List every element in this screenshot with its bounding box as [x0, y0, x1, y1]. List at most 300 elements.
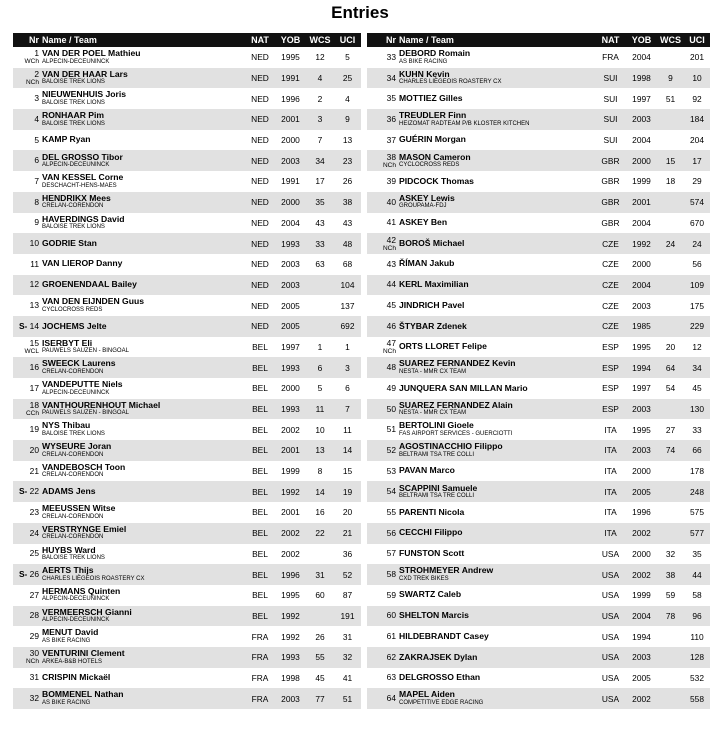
entry-nr-cell	[367, 378, 399, 399]
table-row	[367, 130, 710, 151]
nat-cell: BEL	[252, 507, 268, 518]
entry-nr-cell	[367, 150, 399, 171]
team-name: PAUWELS SAUZEN - BINGOAL	[42, 410, 129, 417]
rider-name: DEL GROSSO Tibor	[42, 151, 123, 162]
team-name: BELTRAMI TSA TRE COLLI	[399, 451, 475, 458]
entry-nr-cell	[13, 357, 42, 378]
entry-nr	[367, 218, 396, 227]
entry-nr-cell	[367, 88, 399, 109]
yob-cell: 2002	[626, 688, 657, 709]
entry-name-cell	[42, 502, 245, 523]
team-name: ALPECIN-DECEUNINCK	[42, 617, 110, 624]
nat-cell: BEL	[245, 523, 275, 544]
entry-nr-cell	[13, 502, 42, 523]
entry-number: 19	[29, 424, 39, 435]
table-row	[13, 502, 361, 523]
entry-nr-cell	[367, 130, 399, 151]
yob-cell: 1996	[632, 507, 651, 518]
uci-cell: 110	[690, 631, 704, 642]
wcs-cell	[657, 668, 684, 689]
yob-cell: 1992	[275, 606, 306, 627]
uci-cell: 6	[345, 383, 350, 394]
uci-cell: 5	[345, 52, 350, 63]
yob-cell: 2003	[626, 399, 657, 420]
entry-number: 30	[29, 648, 39, 659]
entry-nr	[367, 260, 396, 269]
team-name: NESTA - MMR CX TEAM	[399, 368, 467, 375]
header-nat: NAT	[245, 33, 275, 47]
team-name: CRELAN-CORENDON	[42, 513, 104, 520]
entry-number: 32	[29, 693, 39, 704]
entry-nr	[13, 363, 39, 372]
entry-nr-cell	[13, 606, 42, 627]
wcs-cell: 11	[306, 399, 334, 420]
rider-name: DELGROSSO Ethan	[399, 672, 481, 683]
entry-number: 61	[386, 631, 396, 642]
entry-name-cell	[399, 295, 595, 316]
entry-nr	[13, 549, 39, 558]
header-name-team: Name / Team	[399, 33, 595, 47]
yob-cell: 1999	[281, 466, 300, 477]
entry-name-cell	[399, 68, 595, 89]
entry-number: 62	[386, 651, 396, 662]
entry-name-cell	[42, 316, 245, 337]
uci-cell: 577	[684, 523, 710, 544]
entry-nr	[367, 425, 396, 434]
uci-cell: 58	[692, 590, 702, 601]
entry-nr-cell	[367, 295, 399, 316]
table-row	[13, 481, 361, 502]
rider-name: VENTURINI Clement	[42, 648, 125, 659]
yob-cell: 1997	[281, 341, 300, 352]
team-name: BALOISE TREK LIONS	[42, 99, 105, 106]
yob-cell: 2005	[281, 300, 300, 311]
yob-cell: 2003	[281, 259, 300, 270]
rider-name: ASKEY Ben	[399, 217, 448, 228]
entry-number: 45	[386, 300, 396, 311]
entry-name-cell	[399, 378, 595, 399]
yob-cell: 1994	[632, 631, 651, 642]
entry-name-cell	[399, 254, 595, 275]
entry-name-cell	[399, 647, 595, 668]
team-name: CHARLES LIÈGEOIS ROASTERY CX	[399, 79, 502, 86]
rider-name: VERSTRYNGE Emiel	[42, 523, 127, 534]
wcs-cell: 9	[657, 68, 684, 89]
nat-cell: NED	[251, 259, 269, 270]
entry-nr-cell	[367, 233, 399, 254]
entry-number: 38	[386, 151, 396, 162]
yob-cell: 2004	[632, 217, 651, 228]
uci-cell: 9	[334, 109, 361, 130]
header-uci: UCI	[334, 33, 361, 47]
rider-name: ŘÍMAN Jakub	[399, 258, 455, 269]
wcs-cell: 77	[306, 688, 334, 709]
entries-table-left	[13, 33, 361, 709]
nat-cell: BEL	[252, 341, 268, 352]
uci-cell: 201	[690, 52, 704, 63]
entry-nr-cell	[367, 523, 399, 544]
entry-nr	[13, 339, 39, 348]
yob-cell: 1991	[281, 176, 300, 187]
yob-cell: 2004	[626, 606, 657, 627]
uci-cell: 137	[340, 300, 355, 311]
header-yob: YOB	[626, 33, 657, 47]
wcs-cell	[657, 647, 684, 668]
uci-cell: 66	[684, 440, 710, 461]
entry-number: 27	[29, 589, 39, 600]
nat-cell: BEL	[245, 564, 275, 585]
yob-cell: 1993	[275, 233, 306, 254]
rider-name: KERL Maximilian	[399, 279, 469, 290]
wcs-cell	[657, 523, 684, 544]
entry-nr	[367, 198, 396, 207]
entry-nr	[367, 136, 396, 145]
entry-nr	[13, 591, 39, 600]
yob-cell: 1992	[281, 631, 300, 642]
nat-cell: ITA	[595, 481, 626, 502]
entry-nr-cell	[13, 130, 42, 151]
yob-cell: 2000	[275, 192, 306, 213]
uci-cell: 10	[684, 68, 710, 89]
entry-nr-cell	[13, 295, 42, 316]
entry-name-cell	[399, 502, 595, 523]
rider-name: SHELTON Marcis	[399, 610, 469, 621]
rider-name: VANDEPUTTE Niels	[42, 379, 123, 390]
entry-name-cell	[42, 88, 245, 109]
table-row	[367, 461, 710, 482]
table-row	[13, 461, 361, 482]
entry-number: 24	[29, 527, 39, 538]
entry-name-cell	[42, 626, 245, 647]
table-row	[13, 150, 361, 171]
yob-cell: 2000	[281, 135, 300, 146]
rider-name: BOMMENEL Nathan	[42, 689, 124, 700]
wcs-cell: 22	[306, 523, 334, 544]
entry-nr	[13, 322, 39, 331]
entry-name-cell	[399, 275, 595, 296]
entry-name-cell	[399, 461, 595, 482]
nat-cell: GBR	[595, 150, 626, 171]
rider-name: GODRIE Stan	[42, 237, 97, 248]
entry-nr	[367, 508, 396, 517]
wcs-cell: 6	[306, 357, 334, 378]
entry-number: 10	[29, 238, 39, 249]
nat-cell: ESP	[602, 341, 619, 352]
entry-name-cell	[42, 461, 245, 482]
yob-cell: 2003	[275, 688, 306, 709]
rider-name: ISERBYT Eli	[42, 337, 93, 348]
team-name: HEIZOMAT RADTEAM P/B KLOSTER KITCHEN	[399, 120, 530, 127]
team-name: CRELAN-CORENDON	[42, 451, 104, 458]
rider-name: ZAKRAJSEK Dylan	[399, 651, 478, 662]
rider-name: MEEUSSEN Witse	[42, 503, 116, 514]
entry-nr	[367, 339, 396, 348]
entry-name-cell	[42, 688, 245, 709]
entry-name-cell	[399, 585, 595, 606]
entry-nr	[367, 322, 396, 331]
rider-name: MENUT David	[42, 627, 99, 638]
table-row	[367, 440, 710, 461]
entry-nr	[13, 301, 39, 310]
entry-number: 7	[34, 175, 39, 186]
entry-nr	[367, 529, 396, 538]
table-row	[13, 626, 361, 647]
rider-name: PAVAN Marco	[399, 465, 455, 476]
wcs-cell: 4	[306, 68, 334, 89]
entry-nr	[367, 405, 396, 414]
yob-cell: 1999	[632, 176, 651, 187]
table-row	[13, 192, 361, 213]
entry-nr-cell	[367, 213, 399, 234]
entry-nr	[13, 218, 39, 227]
entry-number: 49	[386, 382, 396, 393]
entry-number: 60	[386, 610, 396, 621]
wcs-cell	[657, 47, 684, 68]
table-row	[13, 254, 361, 275]
wcs-cell: 18	[665, 176, 676, 187]
nat-cell: GBR	[595, 192, 626, 213]
table-row	[13, 419, 361, 440]
entry-nr-cell	[13, 626, 42, 647]
yob-cell: 2000	[632, 259, 651, 270]
rider-name: HILDEBRANDT Casey	[399, 630, 489, 641]
entry-title-note: NCh	[382, 161, 396, 169]
yob-cell: 1995	[281, 590, 300, 601]
entry-status-prefix: S-	[18, 486, 28, 497]
nat-cell: ESP	[595, 357, 626, 378]
nat-cell: ITA	[604, 507, 617, 518]
table-row	[367, 668, 710, 689]
uci-cell: 38	[334, 192, 361, 213]
entry-name-cell	[42, 523, 245, 544]
entry-nr	[13, 280, 39, 289]
entry-nr-cell	[13, 440, 42, 461]
team-name: AS BIKE RACING	[399, 58, 448, 65]
entry-nr	[367, 94, 396, 103]
entry-number: 22	[29, 486, 39, 497]
entry-name-cell	[399, 606, 595, 627]
uci-cell: 558	[684, 688, 710, 709]
entry-nr-cell	[367, 502, 399, 523]
entry-number: 16	[29, 362, 39, 373]
rider-name: VAN KESSEL Corne	[42, 172, 124, 183]
table-row	[367, 171, 710, 192]
uci-cell: 184	[684, 109, 710, 130]
team-name: ALPECIN-DECEUNINCK	[42, 596, 110, 603]
entry-name-cell	[399, 171, 595, 192]
entry-nr	[13, 487, 39, 496]
entry-number: 18	[29, 400, 39, 411]
entry-number: 40	[386, 196, 396, 207]
yob-cell: 2003	[275, 150, 306, 171]
entry-nr-cell	[367, 275, 399, 296]
entry-number: 41	[386, 217, 396, 228]
table-row	[367, 233, 710, 254]
table-row	[13, 606, 361, 627]
entry-number: 56	[386, 527, 396, 538]
entry-name-cell	[399, 523, 595, 544]
entry-number: 33	[386, 51, 396, 62]
entry-number: 31	[29, 672, 39, 683]
yob-cell: 1997	[632, 383, 651, 394]
wcs-cell: 38	[657, 564, 684, 585]
entry-nr-cell	[13, 647, 42, 668]
rider-name: RONHAAR Pim	[42, 110, 105, 121]
table-row	[367, 378, 710, 399]
uci-cell: 104	[334, 275, 361, 296]
nat-cell: FRA	[251, 672, 269, 683]
entry-nr-cell	[13, 47, 42, 68]
entry-number: 48	[386, 362, 396, 373]
uci-cell: 25	[334, 68, 361, 89]
header-wcs: WCS	[306, 33, 334, 47]
entry-number: 53	[386, 465, 396, 476]
entry-name-cell	[42, 47, 245, 68]
nat-cell: FRA	[245, 688, 275, 709]
rider-name: SUAREZ FERNANDEZ Alain	[399, 399, 513, 410]
table-row	[367, 523, 710, 544]
wcs-cell: 15	[657, 150, 684, 171]
nat-cell: GBR	[601, 217, 620, 228]
wcs-cell	[657, 295, 684, 316]
team-name: ALPECIN-DECEUNINCK	[42, 162, 110, 169]
nat-cell: USA	[595, 647, 626, 668]
yob-cell: 2000	[626, 150, 657, 171]
yob-cell: 1997	[632, 93, 651, 104]
uci-cell: 1	[345, 341, 350, 352]
table-row	[13, 337, 361, 358]
header-wcs: WCS	[657, 33, 684, 47]
rider-name: MOTTIEZ Gilles	[399, 92, 463, 103]
entry-name-cell	[42, 544, 245, 565]
team-name: CYCLOCROSS REDS	[399, 162, 460, 169]
entry-nr-cell	[367, 47, 399, 68]
nat-cell: USA	[601, 672, 620, 683]
table-row	[13, 88, 361, 109]
uci-cell: 7	[334, 399, 361, 420]
team-name: DESCHACHT-HENS-MAES	[42, 182, 117, 189]
entry-name-cell	[42, 357, 245, 378]
entry-nr	[13, 94, 39, 103]
entry-number: 64	[386, 693, 396, 704]
wcs-cell: 10	[315, 424, 325, 435]
yob-cell: 2003	[626, 440, 657, 461]
entry-name-cell	[42, 647, 245, 668]
wcs-cell	[657, 213, 684, 234]
entry-nr-cell	[13, 585, 42, 606]
team-name: NESTA - MMR CX TEAM	[399, 410, 467, 417]
uci-cell: 92	[692, 93, 702, 104]
table-header	[13, 33, 361, 47]
wcs-cell: 12	[315, 52, 325, 63]
team-name: ALPECIN-DECEUNINCK	[42, 389, 110, 396]
entry-number: 44	[386, 279, 396, 290]
uci-cell: 29	[692, 176, 702, 187]
uci-cell: 52	[334, 564, 361, 585]
table-row	[367, 357, 710, 378]
yob-cell: 1994	[626, 357, 657, 378]
wcs-cell: 14	[306, 481, 334, 502]
entry-nr-cell	[13, 688, 42, 709]
yob-cell: 2002	[626, 564, 657, 585]
nat-cell: BEL	[252, 424, 268, 435]
entry-number: 50	[386, 403, 396, 414]
rider-name: CRISPIN Mickaël	[42, 672, 111, 683]
uci-cell: 575	[690, 507, 704, 518]
table-row	[13, 523, 361, 544]
yob-cell: 1996	[275, 564, 306, 585]
uci-cell: 44	[684, 564, 710, 585]
entry-number: 14	[29, 320, 39, 331]
entry-name-cell	[399, 233, 595, 254]
rider-name: VAN DER HAAR Lars	[42, 68, 128, 79]
yob-cell: 1998	[626, 68, 657, 89]
yob-cell: 1993	[275, 357, 306, 378]
entry-nr-cell	[13, 378, 42, 399]
rider-name: SCAPPINI Samuele	[399, 482, 478, 493]
entry-nr	[367, 74, 396, 83]
entry-name-cell	[399, 357, 595, 378]
entry-number: 6	[34, 155, 39, 166]
team-name: AS BIKE RACING	[42, 699, 91, 706]
entry-nr	[367, 570, 396, 579]
table-row	[367, 544, 710, 565]
entry-name-cell	[399, 213, 595, 234]
entry-name-cell	[399, 399, 595, 420]
team-name: ARKEA-B&B HOTELS	[42, 658, 103, 665]
rider-name: TREUDLER Finn	[399, 110, 467, 121]
uci-cell: 229	[684, 316, 710, 337]
yob-cell: 2005	[275, 316, 306, 337]
yob-cell: 2001	[275, 109, 306, 130]
table-row	[367, 316, 710, 337]
yob-cell: 2001	[275, 440, 306, 461]
uci-cell: 13	[342, 135, 353, 146]
entry-name-cell	[42, 150, 245, 171]
header-nr: Nr	[13, 33, 42, 47]
entry-name-cell	[399, 88, 595, 109]
wcs-cell: 51	[665, 93, 676, 104]
wcs-cell: 17	[315, 176, 325, 187]
uci-cell: 11	[343, 424, 352, 435]
wcs-cell: 20	[665, 341, 676, 352]
rider-name: GUÉRIN Morgan	[399, 134, 466, 145]
yob-cell: 2002	[275, 523, 306, 544]
entry-nr	[13, 425, 39, 434]
team-name: BALOISE TREK LIONS	[42, 79, 105, 86]
wcs-cell	[306, 316, 334, 337]
table-row	[367, 254, 710, 275]
entry-nr	[13, 177, 39, 186]
uci-cell: 19	[334, 481, 361, 502]
rider-name: CECCHI Filippo	[399, 527, 463, 538]
entry-name-cell	[42, 440, 245, 461]
entry-name-cell	[399, 564, 595, 585]
wcs-cell	[657, 626, 684, 647]
entry-nr	[367, 363, 396, 372]
entry-nr-cell	[367, 461, 399, 482]
uci-cell: 692	[334, 316, 361, 337]
rider-name: ORTS LLORET Felipe	[399, 341, 487, 352]
table-row	[367, 626, 710, 647]
team-name: PAUWELS SAUZEN - BINGOAL	[42, 348, 129, 355]
entry-number: 2	[34, 69, 39, 80]
nat-cell: CZE	[602, 259, 619, 270]
table-row	[13, 668, 361, 689]
uci-cell: 15	[342, 466, 353, 477]
table-row	[367, 192, 710, 213]
team-name: BALOISE TREK LIONS	[42, 430, 105, 437]
